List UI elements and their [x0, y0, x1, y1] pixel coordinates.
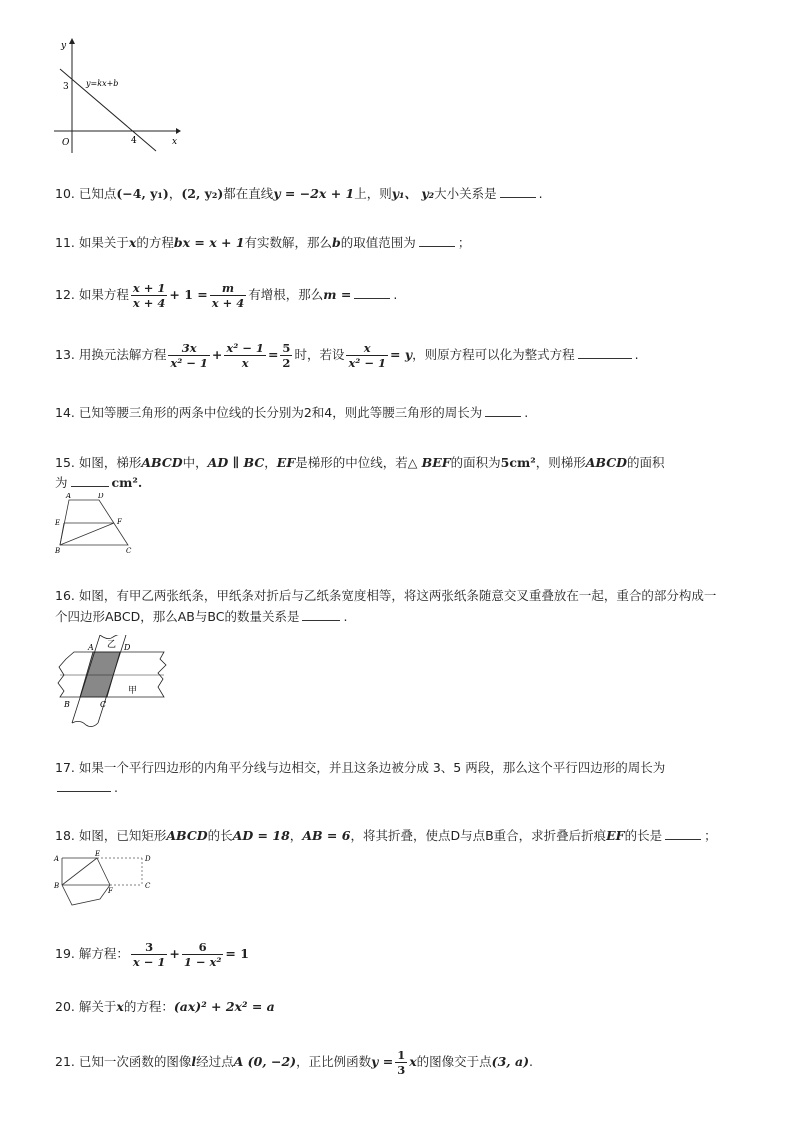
question-11: 11. 如果关于x的方程bx = x + 1有实数解，那么b的取值范围为 ； — [55, 235, 471, 250]
answer-blank[interactable] — [419, 234, 455, 247]
vertex-d: D — [124, 643, 131, 652]
question-14: 14. 已知等腰三角形的两条中位线的长分别为2和4，则此等腰三角形的周长为 . — [55, 405, 529, 420]
question-13: 13. 用换元法解方程 $\frac{3x}{\text{x² − 1}}$ + $\frac{\text{x² − 1}}{x}$ = $\frac{5}{2}$ 时，若设 $\frac{x}{\text{x² − 1}}$ = y，则原方程可以化为整式方程 . — [55, 341, 639, 370]
question-10: 10. 已知点(−4, y₁)，(2, y₂)都在直线y = −2x + 1上，则y₁、 y₂大小关系是 . — [55, 186, 543, 201]
strip-yi-bottom-edge — [72, 721, 98, 726]
vertex-c: C — [126, 547, 132, 555]
fraction: $\frac{m}{x + 4}$ — [211, 281, 245, 310]
line-label: y=kx+b — [86, 79, 119, 88]
question-21: 21. 已知一次函数的图像l经过点A (0, −2)，正比例函数y = $\frac{1}{3}$ x的图像交于点(3, a). — [55, 1048, 533, 1077]
x-axis-arrow — [176, 128, 181, 134]
vertex-b: B — [55, 547, 61, 555]
y-axis-label: y — [61, 41, 67, 51]
vertex-a: A — [54, 855, 60, 863]
overlap-region-abcd — [80, 652, 120, 697]
fraction: $\frac{3}{x - 1}$ — [132, 940, 166, 969]
answer-blank[interactable] — [665, 827, 701, 840]
answer-blank[interactable] — [57, 779, 111, 792]
fraction: $\frac{5}{2}$ — [282, 341, 291, 370]
vertex-b: B — [64, 700, 70, 709]
fraction: $\frac{x}{\text{x² − 1}}$ — [348, 341, 386, 370]
y-intercept-label: 3 — [63, 82, 69, 92]
fraction: $\frac{\text{x² − 1}}{x}$ — [226, 341, 264, 370]
x-intercept-label: 4 — [131, 136, 137, 146]
answer-blank[interactable] — [578, 346, 632, 359]
q16-paper-strips-figure — [52, 635, 172, 727]
crease-ef — [97, 858, 110, 885]
vertex-e: E — [55, 519, 61, 527]
question-15: 15. 如图，梯形ABCD中，AD ∥ BC，EF是梯形的中位线，若△ BEF的面积为5cm²，则梯形ABCD的面积 — [55, 455, 665, 470]
question-15-line2: 为 cm². — [55, 475, 143, 490]
vertex-a: A — [88, 643, 94, 652]
vertex-c: C — [100, 700, 107, 709]
vertex-e: E — [95, 850, 101, 858]
q18-folded-rectangle-figure — [52, 849, 157, 909]
question-17-line2: . — [55, 779, 118, 797]
segment-bf — [60, 523, 114, 545]
question-12: 12. 如果方程 $\frac{x + 1}{x + 4}$ + 1 = $\frac{m}{x + 4}$ 有增根，那么m = . — [55, 281, 398, 310]
vertex-b: B — [54, 882, 60, 890]
segment-be — [62, 858, 97, 885]
vertex-c: C — [145, 882, 151, 890]
answer-blank[interactable] — [354, 286, 390, 299]
fraction: $\frac{x + 1}{x + 4}$ — [132, 281, 166, 310]
answer-blank[interactable] — [500, 185, 536, 198]
question-20: 20. 解关于x的方程：(ax)² + 2x² = a — [55, 999, 275, 1014]
question-19: 19. 解方程： $\frac{3}{x - 1}$ + $\frac{6}{\text{1 − x²}}$ = 1 — [55, 940, 249, 969]
strip-yi-top-edge — [100, 635, 126, 639]
vertex-f: F — [108, 887, 113, 895]
answer-blank[interactable] — [485, 404, 521, 417]
label-yi: 乙 — [107, 640, 117, 650]
question-18: 18. 如图，已知矩形ABCD的长AD = 18，AB = 6，将其折叠，使点D与点B重合，求折叠后折痕EF的长是 ； — [55, 828, 717, 843]
question-16: 16. 如图，有甲乙两张纸条，甲纸条对折后与乙纸条宽度相等，将这两张纸条随意交叉重叠放在一起，重合的部分构成一 — [55, 588, 717, 603]
x-axis-label: x — [172, 137, 178, 147]
label-jia: 甲 — [128, 686, 138, 696]
vertex-f: F — [117, 518, 122, 526]
question-16-line2: 个四边形ABCD，那么AB与BC的数量关系是 . — [55, 609, 348, 624]
origin-label: O — [62, 138, 70, 148]
question-17: 17. 如果一个平行四边形的内角平分线与边相交，并且这条边被分成 3、5 两段，那么这个平行四边形的周长为 — [55, 760, 666, 775]
fraction: $\frac{1}{3}$ — [397, 1048, 406, 1077]
y-axis-arrow — [69, 38, 75, 44]
folded-flap — [62, 885, 110, 905]
vertex-a: A — [66, 493, 72, 500]
answer-blank[interactable] — [302, 608, 340, 621]
q9-line-graph — [52, 35, 182, 155]
fraction: $\frac{6}{\text{1 − x²}}$ — [183, 940, 222, 969]
q15-trapezoid-figure — [52, 493, 137, 555]
segment-be — [60, 523, 64, 545]
vertex-d: D — [98, 493, 104, 500]
answer-blank[interactable] — [71, 474, 109, 487]
fraction: $\frac{3x}{\text{x² − 1}}$ — [170, 341, 208, 370]
vertex-d: D — [145, 855, 151, 863]
